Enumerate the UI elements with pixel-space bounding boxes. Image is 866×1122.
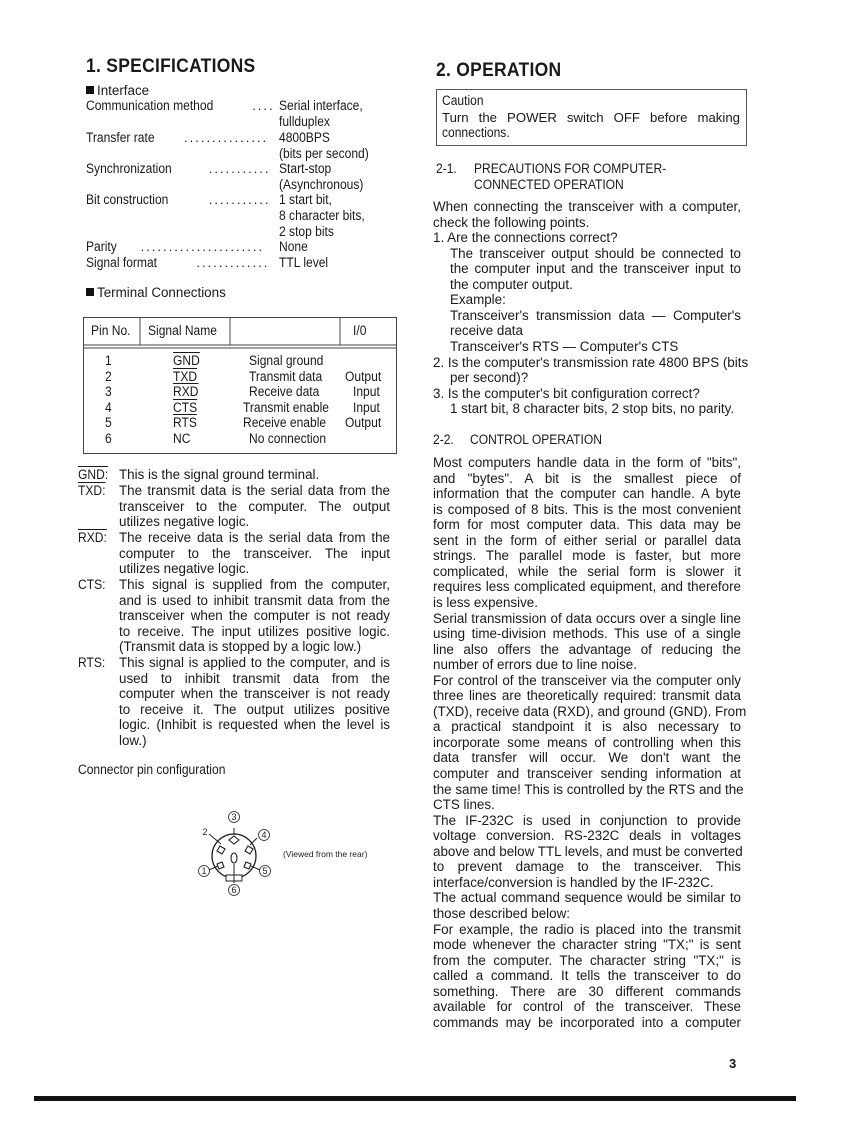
spec-dots: ......................: [140, 239, 265, 254]
sub2-line: CTS lines.: [433, 797, 495, 813]
sub2-line: computer and transceiver sending information at: [433, 766, 741, 781]
spec-label: Communication method: [86, 98, 214, 113]
caution-box: [436, 89, 747, 146]
spec-value: (Asynchronous): [279, 177, 364, 192]
terminal-heading: Terminal Connections: [86, 285, 226, 301]
signal-name: $\overline{GND}$: [173, 353, 200, 368]
pin-4-socket: [245, 846, 253, 854]
sub2-line: (TXD), receive data (RXD), and ground (GND). From: [433, 703, 747, 719]
signal-io: Output: [345, 368, 382, 384]
header-pin-no: Pin No.: [91, 323, 131, 338]
connector-pins: [217, 836, 253, 869]
spec-value: TTL level: [279, 255, 329, 270]
sub2-line: incorporate some means of controlling when this: [433, 734, 741, 750]
pin-number: 5: [105, 415, 112, 431]
connector-diagram: [195, 808, 405, 900]
sub2-line: from the computer. The character string "TX;" is: [433, 952, 741, 968]
definition-line: This signal is applied to the computer, and is: [119, 655, 390, 670]
sub1-line: 2. Is the computer's transmission rate 4800 BPS (bits: [433, 354, 749, 370]
sub2-line: For control of the transceiver via the computer only: [433, 672, 741, 688]
sub2-line: complicated, while the serial form is slower it: [433, 563, 741, 579]
definition-line: transceiver to the computer. The output: [119, 498, 390, 514]
definition-line: computer to the transceiver. The input: [119, 545, 390, 561]
definition-term: TXD:: [78, 483, 106, 498]
spec-dots: ...............: [184, 130, 269, 145]
pin-5-socket: [244, 862, 251, 869]
spec-value: Serial interface,: [279, 98, 363, 113]
signal-description: Receive enable: [243, 415, 327, 431]
spec-value: 1 start bit,: [279, 192, 332, 207]
definition-term: GND:: [78, 467, 109, 482]
pin-number: 1: [105, 353, 112, 368]
signal-description: Signal ground: [249, 353, 324, 368]
signal-name: $\overline{TXD}$: [173, 368, 198, 384]
definition-line: low.): [119, 733, 147, 748]
pin-number: 6: [105, 431, 112, 446]
signal-description: Transmit data: [249, 368, 323, 384]
pin-6-socket: [231, 853, 237, 863]
signal-io: Input: [353, 384, 380, 400]
pin-label-5: 5: [262, 866, 268, 876]
sub2-line: information that the computer can handle. A byte: [433, 486, 741, 502]
sub1-line: per second)?: [450, 370, 529, 386]
sub2-line: interface/conversion is handled by the IF-232C.: [433, 874, 714, 890]
signal-name: NC: [173, 431, 191, 446]
sub2-line: the same time! This is controlled by the RTS and the: [433, 781, 744, 797]
sub2-line: data transfer will occur. We don't want the: [433, 750, 741, 766]
sub2-line: something. There are 30 different commands: [433, 983, 741, 999]
definition-line: to receive. The input utilizes positive logic.: [119, 623, 390, 639]
pin-label-6: 6: [231, 885, 237, 895]
view-note: (Viewed from the rear): [283, 849, 368, 859]
sub1-line: Transceiver's transmission data — Computer's: [450, 307, 741, 323]
sub2-number: 2-2.: [433, 432, 454, 447]
signal-name: $\overline{CTS}$: [173, 399, 198, 415]
page-number: 3: [729, 1056, 737, 1071]
sub2-line: mode whenever the character string "TX;" is sent: [433, 937, 741, 953]
sub1-line: check the following points.: [433, 214, 590, 230]
spec-dots: .............: [196, 255, 270, 270]
spec-value: 8 character bits,: [279, 208, 365, 223]
definition-line: This is the signal ground terminal.: [119, 467, 320, 482]
spec-label: Bit construction: [86, 192, 169, 207]
spec-label: Parity: [86, 239, 117, 254]
sub2-line: Serial transmission of data occurs over a single line: [433, 610, 741, 626]
sub2-line: requires less complicated equipment, and therefore: [433, 579, 741, 595]
sub2-line: a practical standpoint it is also necessary to: [433, 719, 741, 735]
definition-line: (Transmit data is stopped by a logic low.): [119, 639, 362, 655]
sub2-line: number of errors due to line noise.: [433, 657, 637, 673]
sub2-line: available for control of the transceiver. These: [433, 999, 741, 1015]
sub1-line: The transceiver output should be connected to: [450, 245, 741, 261]
sub1-line: receive data: [450, 323, 523, 339]
definition-line: This signal is supplied from the computer,: [119, 577, 390, 592]
definition-line: logic. (Inhibit is requested when the level is: [119, 717, 390, 733]
sub1-line: 3. Is the computer's bit configuration correct?: [433, 385, 700, 401]
sub1-line: Transceiver's RTS — Computer's CTS: [450, 338, 679, 354]
sub2-line: Most computers handle data in the form of "bits",: [433, 455, 741, 470]
sub2-line: to prevent damage to the transceiver. This: [433, 859, 741, 875]
definition-term: CTS:: [78, 577, 106, 592]
pin-label-4: 4: [261, 830, 267, 840]
sub2-line: and "bytes". A bit is the smallest piece of: [433, 470, 741, 486]
pin-number: 2: [105, 368, 112, 384]
pin-number: 4: [105, 399, 112, 415]
sub1-line: the computer output.: [450, 276, 573, 292]
square-bullet-icon: [86, 288, 94, 296]
definition-line: The receive data is the serial data from the: [119, 530, 390, 545]
caution-text-2: connections.: [442, 125, 510, 140]
definition-line: used to inhibit transmit data from the: [119, 670, 390, 686]
sub2-line: commands may be incorporated into a computer: [433, 1014, 741, 1030]
header-signal-name: Signal Name: [148, 323, 218, 338]
sub1-line: the computer input and the transceiver input to: [450, 261, 741, 277]
definition-line: The transmit data is the serial data from the: [119, 483, 390, 498]
definition-line: and is used to inhibit transmit data from the: [119, 592, 390, 608]
operation-title: 2. OPERATION: [436, 60, 562, 81]
definition-line: transceiver when the computer is not ready: [119, 608, 390, 624]
pin-label-3: 3: [231, 812, 237, 822]
square-bullet-icon: [86, 86, 94, 94]
pin-2-socket: [217, 846, 225, 854]
spec-value: (bits per second): [279, 146, 369, 161]
bottom-rule: [34, 1096, 796, 1101]
sub2-line: three lines are theoretically required: transmit data: [433, 688, 741, 704]
sub2-line: The IF-232C is used in conjunction to provide: [433, 812, 741, 828]
definition-line: to receive it. The output utilizes positive: [119, 701, 390, 717]
sub2-line: voltage conversion. RS-232C deals in voltages: [433, 828, 741, 844]
sub1-line: When connecting the transceiver with a computer,: [433, 199, 741, 214]
pin-label-1: 1: [201, 866, 207, 876]
definition-line: utilizes negative logic.: [119, 561, 250, 577]
sub2-line: called a command. It tells the transceiver to do: [433, 968, 741, 984]
interface-heading: Interface: [86, 83, 149, 99]
signal-io: Output: [345, 415, 382, 431]
spec-label: Transfer rate: [86, 130, 155, 145]
sub2-line: sent in the form of either serial or parallel data: [433, 532, 741, 548]
sub2-line: line also offers the advantage of reducing the: [433, 641, 741, 657]
signal-description: Receive data: [249, 384, 320, 400]
spec-title: 1. SPECIFICATIONS: [86, 56, 256, 77]
spec-value: None: [279, 239, 308, 254]
sub1-title-2: CONNECTED OPERATION: [474, 177, 624, 192]
sub2-line: form for most computer data. This data may be: [433, 517, 741, 533]
spec-label: Signal format: [86, 255, 158, 270]
pin-number: 3: [105, 384, 112, 400]
spec-dots: ...........: [208, 161, 271, 176]
signal-name: $\overline{RTS}$: [173, 415, 197, 431]
sub1-line: 1. Are the connections correct?: [433, 230, 618, 246]
spec-value: Start-stop: [279, 161, 332, 176]
caution-heading: Caution: [442, 93, 484, 108]
definition-term: RTS:: [78, 655, 106, 670]
spec-value: fullduplex: [279, 114, 330, 129]
sub1-line: Example:: [450, 292, 506, 308]
sub2-line: is composed of 8 bits. This is the most convenient: [433, 501, 741, 517]
spec-value: 2 stop bits: [279, 224, 334, 239]
sub2-line: above and below TTL levels, and must be converted: [433, 843, 743, 859]
signal-io: Input: [353, 399, 380, 415]
sub2-line: The actual command sequence would be similar to: [433, 890, 741, 906]
sub1-title-1: PRECAUTIONS FOR COMPUTER-: [474, 161, 667, 176]
header-io: I/0: [353, 323, 367, 338]
definition-line: utilizes negative logic.: [119, 514, 250, 530]
signal-name: $\overline{RXD}$: [173, 384, 199, 400]
connector-caption: Connector pin configuration: [78, 762, 226, 777]
spec-dots: ....: [252, 98, 275, 113]
sub2-line: For example, the radio is placed into the transmit: [433, 921, 741, 937]
sub2-line: those described below:: [433, 905, 570, 921]
sub1-number: 2-1.: [436, 161, 457, 176]
signal-description: No connection: [249, 431, 327, 446]
definition-term: RXD:: [78, 530, 107, 545]
pin-3-socket: [229, 836, 239, 844]
caution-text-1: Turn the POWER switch OFF before making: [442, 110, 740, 125]
definition-line: computer when the transceiver is not ready: [119, 686, 390, 702]
sub2-line: is less expensive.: [433, 594, 538, 610]
pin-table: [83, 317, 397, 454]
spec-dots: ...........: [208, 192, 271, 207]
sub2-line: using time-division methods. This use of a single: [433, 626, 741, 642]
pin-1-socket: [217, 862, 224, 869]
pin-label-2: 2: [202, 827, 208, 837]
signal-description: Transmit enable: [243, 399, 329, 415]
spec-value: 4800BPS: [279, 130, 330, 145]
spec-label: Synchronization: [86, 161, 172, 176]
sub1-line: 1 start bit, 8 character bits, 2 stop bits, no parity.: [450, 401, 735, 417]
sub2-line: strings. The parallel mode is faster, but more: [433, 548, 741, 564]
sub2-title: CONTROL OPERATION: [470, 432, 602, 447]
